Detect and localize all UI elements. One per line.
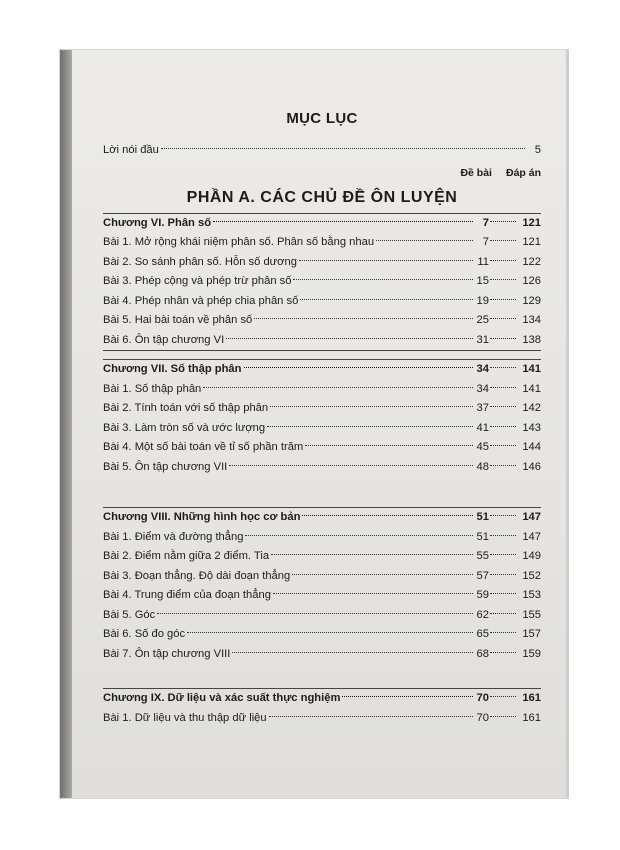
lesson-page-debai: 25	[476, 314, 489, 326]
lesson-row	[103, 586, 541, 606]
lesson-row	[103, 625, 541, 645]
lesson-row	[103, 547, 541, 567]
chapter-page-debai: 70	[476, 692, 489, 704]
leader-dots	[342, 696, 473, 697]
chapter-section	[103, 689, 541, 728]
lesson-page-dapan: 144	[522, 441, 541, 453]
lesson-list	[103, 380, 541, 478]
lesson-title: Bài 2. Điểm nằm giữa 2 điểm. Tia	[103, 550, 270, 562]
leader-dots	[490, 279, 516, 280]
lesson-page-debai: 55	[476, 550, 489, 562]
chapter-title: Chương VIII. Những hình học cơ bản	[103, 511, 301, 523]
lesson-row	[103, 606, 541, 626]
lesson-title: Bài 2. So sánh phân số. Hỗn số dương	[103, 255, 297, 268]
lesson-page-dapan: 138	[522, 333, 541, 346]
lesson-page-dapan: 157	[522, 628, 541, 640]
leader-dots	[490, 593, 516, 594]
lesson-row	[103, 331, 541, 351]
lesson-row	[103, 399, 541, 419]
lesson-row	[103, 253, 541, 273]
lesson-page-debai: 51	[476, 530, 489, 543]
column-header-dapan: Đáp án	[505, 166, 541, 179]
lesson-row	[103, 272, 541, 292]
lesson-page-dapan: 129	[522, 294, 541, 307]
leader-dots	[229, 465, 473, 466]
chapter-page-dapan: 141	[522, 363, 541, 375]
toc-row-preface	[103, 141, 541, 161]
lesson-row	[103, 709, 541, 729]
lesson-page-debai: 45	[476, 441, 489, 453]
lesson-page-debai: 15	[476, 275, 489, 287]
lesson-page-dapan: 126	[522, 275, 541, 287]
lesson-row	[103, 380, 541, 400]
lesson-page-dapan: 141	[522, 382, 541, 395]
lesson-page-dapan: 122	[522, 255, 541, 268]
chapter-row	[103, 360, 541, 380]
lesson-title: Bài 6. Ôn tập chương VI	[103, 333, 225, 346]
leader-dots	[376, 240, 473, 241]
lesson-title: Bài 5. Ôn tập chương VII	[103, 460, 228, 473]
leader-dots	[244, 367, 474, 368]
lesson-title: Bài 4. Một số bài toán về tỉ số phần trăm	[103, 441, 304, 453]
lesson-title: Bài 6. Số đo góc	[103, 628, 186, 640]
lesson-page-debai: 68	[476, 647, 489, 660]
chapter-section	[103, 214, 541, 351]
lesson-page-dapan: 149	[522, 550, 541, 562]
lesson-list	[103, 233, 541, 350]
chapter-section	[103, 360, 541, 477]
lesson-title: Bài 3. Làm tròn số và ước lượng	[103, 421, 266, 434]
leader-dots	[293, 279, 473, 280]
lesson-title: Bài 4. Phép nhân và phép chia phân số	[103, 294, 299, 307]
lesson-title: Bài 3. Đoạn thẳng. Độ dài đoạn thẳng	[103, 569, 291, 582]
lesson-row	[103, 292, 541, 312]
chapter-page-dapan: 161	[522, 692, 541, 704]
lesson-page-debai: 48	[476, 460, 489, 473]
lesson-page-dapan: 152	[522, 569, 541, 582]
leader-dots	[490, 574, 516, 575]
lesson-page-dapan: 142	[522, 402, 541, 414]
lesson-page-debai: 59	[476, 589, 489, 601]
leader-dots	[273, 593, 473, 594]
lesson-row	[103, 438, 541, 458]
lesson-page-dapan: 134	[522, 314, 541, 326]
lesson-title: Bài 2. Tính toán với số thập phân	[103, 402, 269, 414]
chapter-section	[103, 508, 541, 664]
lesson-page-debai: 34	[476, 382, 489, 395]
leader-dots	[490, 465, 516, 466]
chapter-row	[103, 689, 541, 709]
chapter-title: Chương VII. Số thập phân	[103, 363, 242, 375]
part-title: PHẦN A. CÁC CHỦ ĐỀ ÔN LUYỆN	[186, 188, 458, 206]
lesson-row	[103, 311, 541, 331]
leader-dots	[157, 613, 473, 614]
chapter-page-debai: 7	[482, 216, 489, 229]
leader-dots	[161, 148, 525, 149]
leader-dots	[270, 406, 473, 407]
lesson-title: Bài 1. Dữ liệu và thu thập dữ liệu	[103, 711, 267, 724]
leader-dots	[305, 445, 473, 446]
lesson-page-debai: 7	[482, 236, 489, 248]
leader-dots	[271, 554, 473, 555]
leader-dots	[267, 426, 473, 427]
leader-dots	[490, 445, 516, 446]
lesson-page-debai: 41	[476, 421, 489, 434]
leader-dots	[245, 535, 473, 536]
leader-dots	[490, 652, 516, 653]
leader-dots	[490, 260, 516, 261]
leader-dots	[490, 554, 516, 555]
lesson-page-debai: 31	[476, 333, 489, 346]
lesson-title: Bài 5. Hai bài toán về phân số	[103, 314, 253, 326]
table-of-contents	[103, 110, 541, 728]
leader-dots	[254, 318, 473, 319]
lesson-page-dapan: 143	[522, 421, 541, 434]
column-header-debai: Đề bài	[460, 166, 492, 179]
leader-dots	[490, 367, 516, 368]
leader-dots	[187, 632, 473, 633]
lesson-row	[103, 528, 541, 548]
lesson-page-debai: 62	[476, 608, 489, 621]
lesson-page-dapan: 121	[522, 236, 541, 248]
leader-dots	[226, 338, 473, 339]
leader-dots	[269, 716, 473, 717]
leader-dots	[490, 221, 516, 222]
chapter-page-debai: 34	[476, 363, 489, 375]
leader-dots	[490, 338, 516, 339]
lesson-title: Bài 1. Mở rộng khái niệm phân số. Phân số bằng nhau	[103, 236, 375, 248]
leader-dots	[302, 515, 473, 516]
page-edge	[566, 50, 569, 798]
preface-label: Lời nói đầu	[103, 144, 159, 156]
leader-dots	[232, 652, 473, 653]
lesson-page-debai: 65	[476, 628, 489, 640]
lesson-page-dapan: 146	[522, 460, 541, 473]
lesson-title: Bài 7. Ôn tập chương VIII	[103, 647, 231, 660]
leader-dots	[300, 299, 473, 300]
chapter-page-debai: 51	[476, 511, 489, 523]
column-headers	[103, 167, 541, 179]
lesson-title: Bài 5. Góc	[103, 608, 156, 621]
leader-dots	[203, 387, 473, 388]
chapter-title: Chương IX. Dữ liệu và xác suất thực nghiệm	[103, 692, 341, 704]
preface-page: 5	[534, 144, 541, 156]
chapter-title: Chương VI. Phân số	[103, 216, 212, 229]
lesson-row	[103, 233, 541, 253]
lesson-title: Bài 1. Số thập phân	[103, 382, 202, 395]
leader-dots	[490, 240, 516, 241]
chapter-row	[103, 508, 541, 528]
lesson-page-dapan: 159	[522, 647, 541, 660]
lesson-title: Bài 3. Phép cộng và phép trừ phân số	[103, 275, 292, 287]
leader-dots	[490, 613, 516, 614]
leader-dots	[490, 387, 516, 388]
leader-dots	[490, 632, 516, 633]
lesson-page-debai: 19	[476, 294, 489, 307]
lesson-title: Bài 4. Trung điểm của đoạn thẳng	[103, 589, 271, 601]
leader-dots	[490, 535, 516, 536]
leader-dots	[490, 318, 516, 319]
lesson-row	[103, 645, 541, 665]
leader-dots	[490, 406, 516, 407]
toc-title: MỤC LỤC	[286, 110, 358, 127]
page-spine-shadow	[60, 50, 72, 798]
lesson-list	[103, 709, 541, 729]
leader-dots	[299, 260, 473, 261]
leader-dots	[490, 426, 516, 427]
lesson-list	[103, 528, 541, 665]
leader-dots	[490, 515, 516, 516]
lesson-title: Bài 1. Điểm và đường thẳng	[103, 530, 244, 543]
lesson-page-dapan: 147	[522, 530, 541, 543]
leader-dots	[490, 696, 516, 697]
lesson-page-dapan: 155	[522, 608, 541, 621]
chapter-page-dapan: 121	[522, 216, 541, 229]
lesson-page-debai: 70	[476, 711, 489, 724]
lesson-page-debai: 11	[477, 255, 489, 268]
leader-dots	[213, 221, 473, 222]
leader-dots	[490, 299, 516, 300]
lesson-row	[103, 458, 541, 478]
chapter-row	[103, 214, 541, 234]
lesson-page-debai: 37	[476, 402, 489, 414]
chapter-page-dapan: 147	[522, 511, 541, 523]
lesson-page-dapan: 153	[522, 589, 541, 601]
lesson-page-debai: 57	[476, 569, 489, 582]
leader-dots	[292, 574, 473, 575]
lesson-row	[103, 419, 541, 439]
lesson-page-dapan: 161	[522, 711, 541, 724]
lesson-row	[103, 567, 541, 587]
leader-dots	[490, 716, 516, 717]
